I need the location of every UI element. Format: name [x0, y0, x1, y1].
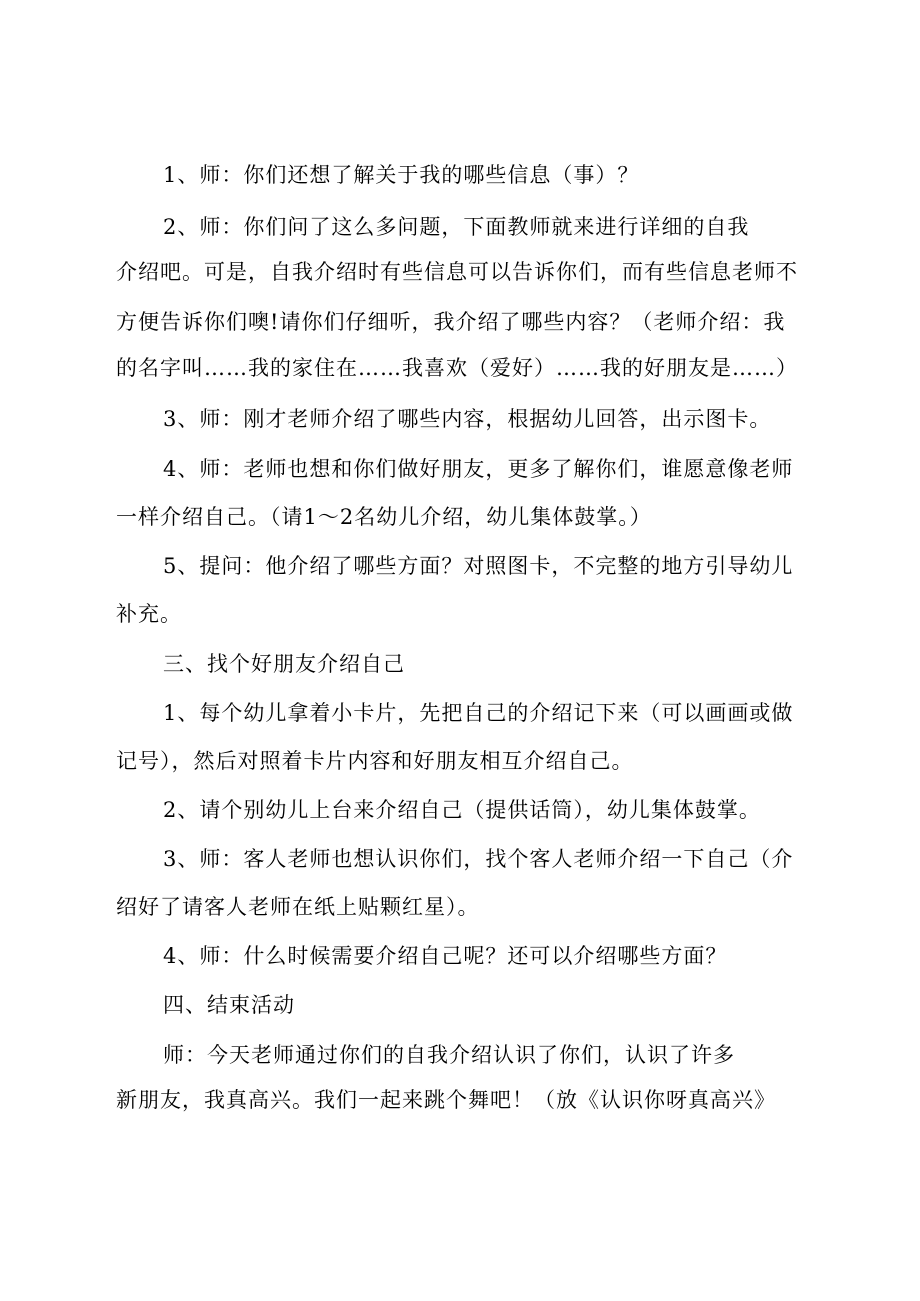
- paragraph-line: 方便告诉你们噢!请你们仔细听，我介绍了哪些内容？（老师介绍：我: [116, 310, 786, 334]
- paragraph-line: 新朋友，我真高兴。我们一起来跳个舞吧！（放《认识你呀真高兴》: [116, 1088, 776, 1112]
- section-heading: 三、找个好朋友介绍自己: [163, 652, 405, 676]
- paragraph-line: 补充。: [116, 602, 182, 626]
- paragraph-line: 4、师：老师也想和你们做好朋友，更多了解你们，谁愿意像老师: [163, 457, 794, 481]
- paragraph-line: 的名字叫……我的家住在……我喜欢（爱好）……我的好朋友是……）: [116, 356, 798, 380]
- paragraph-line: 一样介绍自己。（请1～2名幼儿介绍，幼儿集体鼓掌。）: [116, 505, 652, 529]
- paragraph-line: 3、师：客人老师也想认识你们，找个客人老师介绍一下自己（介: [163, 847, 794, 871]
- paragraph-line: 1、每个幼儿拿着小卡片，先把自己的介绍记下来（可以画画或做: [163, 701, 794, 725]
- paragraph-line: 绍好了请客人老师在纸上贴颗红星）。: [116, 895, 480, 919]
- paragraph-line: 1、师：你们还想了解关于我的哪些信息（事）？: [163, 163, 640, 187]
- paragraph-line: 介绍吧。可是，自我介绍时有些信息可以告诉你们，而有些信息老师不: [116, 260, 798, 284]
- paragraph-line: 5、提问：他介绍了哪些方面？对照图卡，不完整的地方引导幼儿: [163, 554, 794, 578]
- paragraph-line: 记号），然后对照着卡片内容和好朋友相互介绍自己。: [116, 749, 634, 773]
- paragraph-line: 师：今天老师通过你们的自我介绍认识了你们，认识了许多: [163, 1043, 735, 1067]
- paragraph-line: 3、师：刚才老师介绍了哪些内容，根据幼儿回答，出示图卡。: [163, 407, 772, 431]
- paragraph-line: 2、请个别幼儿上台来介绍自己（提供话筒），幼儿集体鼓掌。: [163, 798, 761, 822]
- paragraph-line: 2、师：你们问了这么多问题，下面教师就来进行详细的自我: [163, 215, 750, 239]
- section-heading: 四、结束活动: [163, 993, 295, 1017]
- paragraph-line: 4、师：什么时候需要介绍自己呢？还可以介绍哪些方面？: [163, 944, 728, 968]
